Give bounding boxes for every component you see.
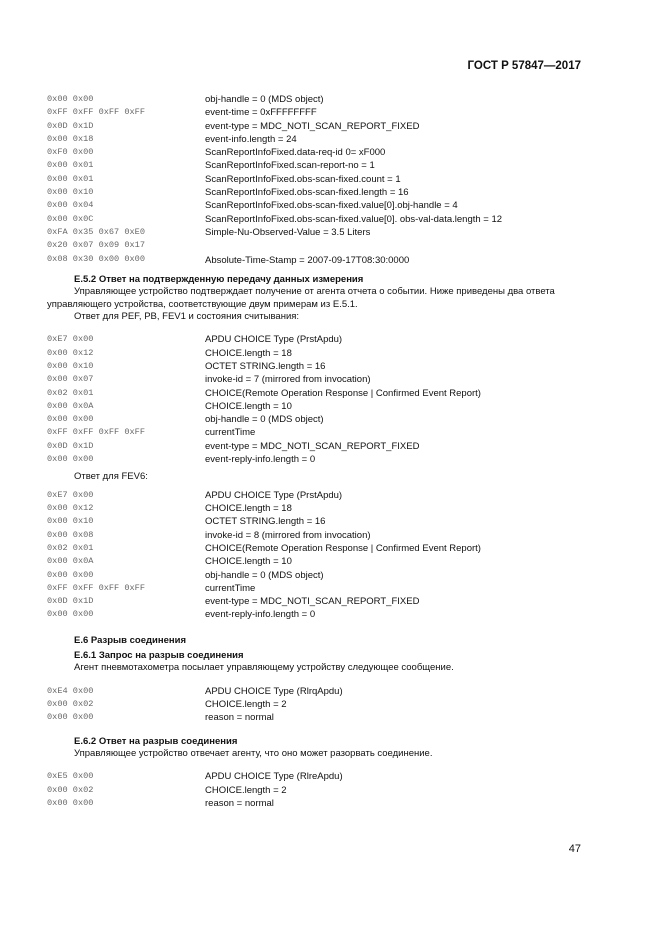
hex-code: 0x00 0x02	[47, 784, 94, 795]
hex-code: 0x00 0x00	[47, 454, 94, 465]
field-description: event-reply-info.length = 0	[205, 609, 316, 621]
hex-code: 0x00 0x01	[47, 160, 94, 171]
hex-code: 0x00 0x00	[47, 94, 94, 104]
field-description: ScanReportInfoFixed.obs-scan-fixed.value[0]. obs-val-data.length = 12	[205, 213, 503, 225]
hex-code: 0x00 0x00	[47, 712, 94, 723]
field-description: ScanReportInfoFixed.obs-scan-fixed.count = 1	[205, 173, 401, 185]
hex-code: 0x00 0x10	[47, 516, 94, 527]
hex-row	[47, 770, 587, 783]
hex-code: 0xFF 0xFF 0xFF 0xFF	[47, 427, 145, 438]
field-description: ScanReportInfoFixed.obs-scan-fixed.value[0].obj-handle = 4	[205, 200, 458, 212]
hex-row	[47, 173, 587, 186]
hex-row	[47, 489, 587, 502]
hex-row	[47, 608, 587, 621]
hex-row	[47, 569, 587, 582]
hex-row	[47, 582, 587, 595]
hex-row	[47, 333, 587, 346]
hex-code: 0xE5 0x00	[47, 771, 94, 782]
section-heading-e6: Е.6 Разрыв соединения	[74, 634, 187, 646]
field-description: reason = normal	[205, 712, 274, 724]
hex-code: 0x00 0x02	[47, 699, 94, 710]
hex-code: 0x00 0x01	[47, 173, 94, 184]
field-description: CHOICE.length = 18	[205, 347, 292, 359]
hex-row	[47, 413, 587, 426]
field-description: invoke-id = 8 (mirrored from invocation)	[205, 529, 371, 541]
field-description: Absolute-Time-Stamp = 2007-09-17T08:30:0000	[205, 255, 410, 267]
paragraph: Агент пневмотахометра посылает управляющему устройству следующее сообщение.	[74, 662, 454, 674]
hex-row	[47, 400, 587, 413]
hex-row	[47, 440, 587, 453]
hex-row	[47, 347, 587, 360]
field-description: ScanReportInfoFixed.obs-scan-fixed.length = 16	[205, 187, 409, 199]
hex-row	[47, 226, 587, 239]
hex-code: 0x00 0x00	[47, 569, 94, 580]
field-description: obj-handle = 0 (MDS object)	[205, 94, 324, 105]
section-heading-e52: Е.5.2 Ответ на подтвержденную передачу данных измерения	[74, 273, 364, 285]
paragraph: управляющего устройства, соответствующие двум примерам из Е.5.1.	[47, 298, 358, 310]
field-description: event-time = 0xFFFFFFFF	[205, 107, 317, 119]
hex-row	[47, 711, 587, 724]
field-description: CHOICE.length = 2	[205, 699, 287, 711]
hex-row	[47, 120, 587, 133]
hex-code: 0x00 0x00	[47, 797, 94, 808]
hex-code: 0xE7 0x00	[47, 334, 94, 345]
hex-row	[47, 426, 587, 439]
section-heading-e61: Е.6.1 Запрос на разрыв соединения	[74, 650, 244, 662]
hex-row	[47, 542, 587, 555]
hex-row	[47, 93, 587, 106]
hex-code: 0x00 0x10	[47, 360, 94, 371]
hex-code: 0x02 0x01	[47, 387, 94, 398]
hex-code: 0xFF 0xFF 0xFF 0xFF	[47, 107, 145, 118]
field-description: APDU CHOICE Type (RlreApdu)	[205, 771, 343, 783]
paragraph: Ответ для PEF, PB, FEV1 и состояния считывания:	[74, 310, 300, 322]
field-description: CHOICE.length = 2	[205, 784, 287, 796]
hex-row	[47, 146, 587, 159]
hex-row	[47, 698, 587, 711]
paragraph: Управляющее устройство отвечает агенту, что оно может разорвать соединение.	[74, 747, 433, 759]
field-description: obj-handle = 0 (MDS object)	[205, 414, 324, 426]
hex-code: 0x00 0x12	[47, 503, 94, 514]
hex-row	[47, 515, 587, 528]
hex-code: 0x0D 0x1D	[47, 440, 94, 451]
field-description: ScanReportInfoFixed.data-req-id 0= xF000	[205, 147, 386, 159]
hex-code: 0x00 0x0A	[47, 556, 94, 567]
hex-code: 0x0D 0x1D	[47, 120, 94, 131]
hex-code: 0x0D 0x1D	[47, 596, 94, 607]
field-description: event-reply-info.length = 0	[205, 454, 316, 466]
field-description: event-info.length = 24	[205, 133, 297, 145]
hex-row	[47, 595, 587, 608]
field-description: APDU CHOICE Type (RlrqApdu)	[205, 685, 343, 697]
field-description: CHOICE(Remote Operation Response | Confirmed Event Report)	[205, 542, 481, 554]
hex-code: 0xFF 0xFF 0xFF 0xFF	[47, 582, 145, 593]
hex-row	[47, 784, 587, 797]
field-description: CHOICE(Remote Operation Response | Confirmed Event Report)	[205, 387, 481, 399]
section-heading-e62: Е.6.2 Ответ на разрыв соединения	[74, 735, 238, 747]
hex-code: 0x00 0x0A	[47, 400, 94, 411]
hex-code: 0x00 0x00	[47, 609, 94, 620]
hex-code: 0x00 0x07	[47, 374, 94, 385]
document-header: ГОСТ Р 57847—2017	[467, 60, 581, 72]
field-description: APDU CHOICE Type (PrstApdu)	[205, 489, 343, 501]
hex-code: 0x08 0x30 0x00 0x00	[47, 253, 145, 264]
hex-row	[47, 797, 587, 810]
hex-row	[47, 133, 587, 146]
hex-table-block1	[47, 93, 587, 239]
hex-row	[47, 213, 587, 226]
field-description: ScanReportInfoFixed.scan-report-no = 1	[205, 160, 375, 172]
hex-code: 0x20 0x07 0x09 0x17	[47, 240, 145, 251]
field-description: invoke-id = 7 (mirrored from invocation)	[205, 374, 371, 386]
page-number: 47	[568, 843, 581, 855]
field-description: Simple-Nu-Observed-Value = 3.5 Liters	[205, 226, 371, 238]
hex-row	[47, 502, 587, 515]
field-description: OCTET STRING.length = 16	[205, 360, 326, 372]
hex-code: 0x00 0x12	[47, 347, 94, 358]
field-description: CHOICE.length = 10	[205, 556, 292, 568]
hex-code: 0xE7 0x00	[47, 489, 94, 500]
paragraph: Управляющее устройство подтверждает получение от агента отчета о событии. Ниже приведены два ответа	[74, 286, 555, 298]
field-description: event-type = MDC_NOTI_SCAN_REPORT_FIXED	[205, 440, 420, 452]
hex-row	[47, 360, 587, 373]
field-description: event-type = MDC_NOTI_SCAN_REPORT_FIXED	[205, 596, 420, 608]
field-description: CHOICE.length = 10	[205, 400, 292, 412]
page-content	[47, 93, 587, 810]
hex-code: 0x00 0x08	[47, 529, 94, 540]
hex-row	[47, 373, 587, 386]
hex-code: 0xFA 0x35 0x67 0xE0	[47, 226, 145, 237]
field-description: currentTime	[205, 582, 256, 594]
hex-row	[47, 159, 587, 172]
hex-code: 0x00 0x0C	[47, 213, 94, 224]
field-description: event-type = MDC_NOTI_SCAN_REPORT_FIXED	[205, 120, 420, 132]
hex-table-block4	[47, 685, 587, 725]
hex-table-block5	[47, 770, 587, 810]
hex-row	[47, 186, 587, 199]
hex-row	[47, 555, 587, 568]
hex-row	[47, 106, 587, 119]
hex-row	[47, 453, 587, 466]
hex-code: 0x02 0x01	[47, 542, 94, 553]
hex-row	[47, 387, 587, 400]
field-description: currentTime	[205, 427, 256, 439]
hex-code: 0x00 0x10	[47, 187, 94, 198]
field-description: CHOICE.length = 18	[205, 503, 292, 515]
hex-row	[47, 529, 587, 542]
hex-code: 0x00 0x04	[47, 200, 94, 211]
field-description: OCTET STRING.length = 16	[205, 516, 326, 528]
hex-row	[47, 685, 587, 698]
hex-code: 0xF0 0x00	[47, 147, 94, 158]
paragraph: Ответ для FEV6:	[74, 471, 148, 483]
hex-row	[47, 199, 587, 212]
hex-code: 0x00 0x18	[47, 133, 94, 144]
hex-row-timestamp	[47, 239, 587, 266]
hex-table-block3	[47, 489, 587, 622]
field-description: APDU CHOICE Type (PrstApdu)	[205, 334, 343, 346]
hex-code: 0x00 0x00	[47, 414, 94, 425]
hex-code: 0xE4 0x00	[47, 685, 94, 696]
hex-table-block2	[47, 333, 587, 466]
field-description: reason = normal	[205, 797, 274, 809]
field-description: obj-handle = 0 (MDS object)	[205, 569, 324, 581]
